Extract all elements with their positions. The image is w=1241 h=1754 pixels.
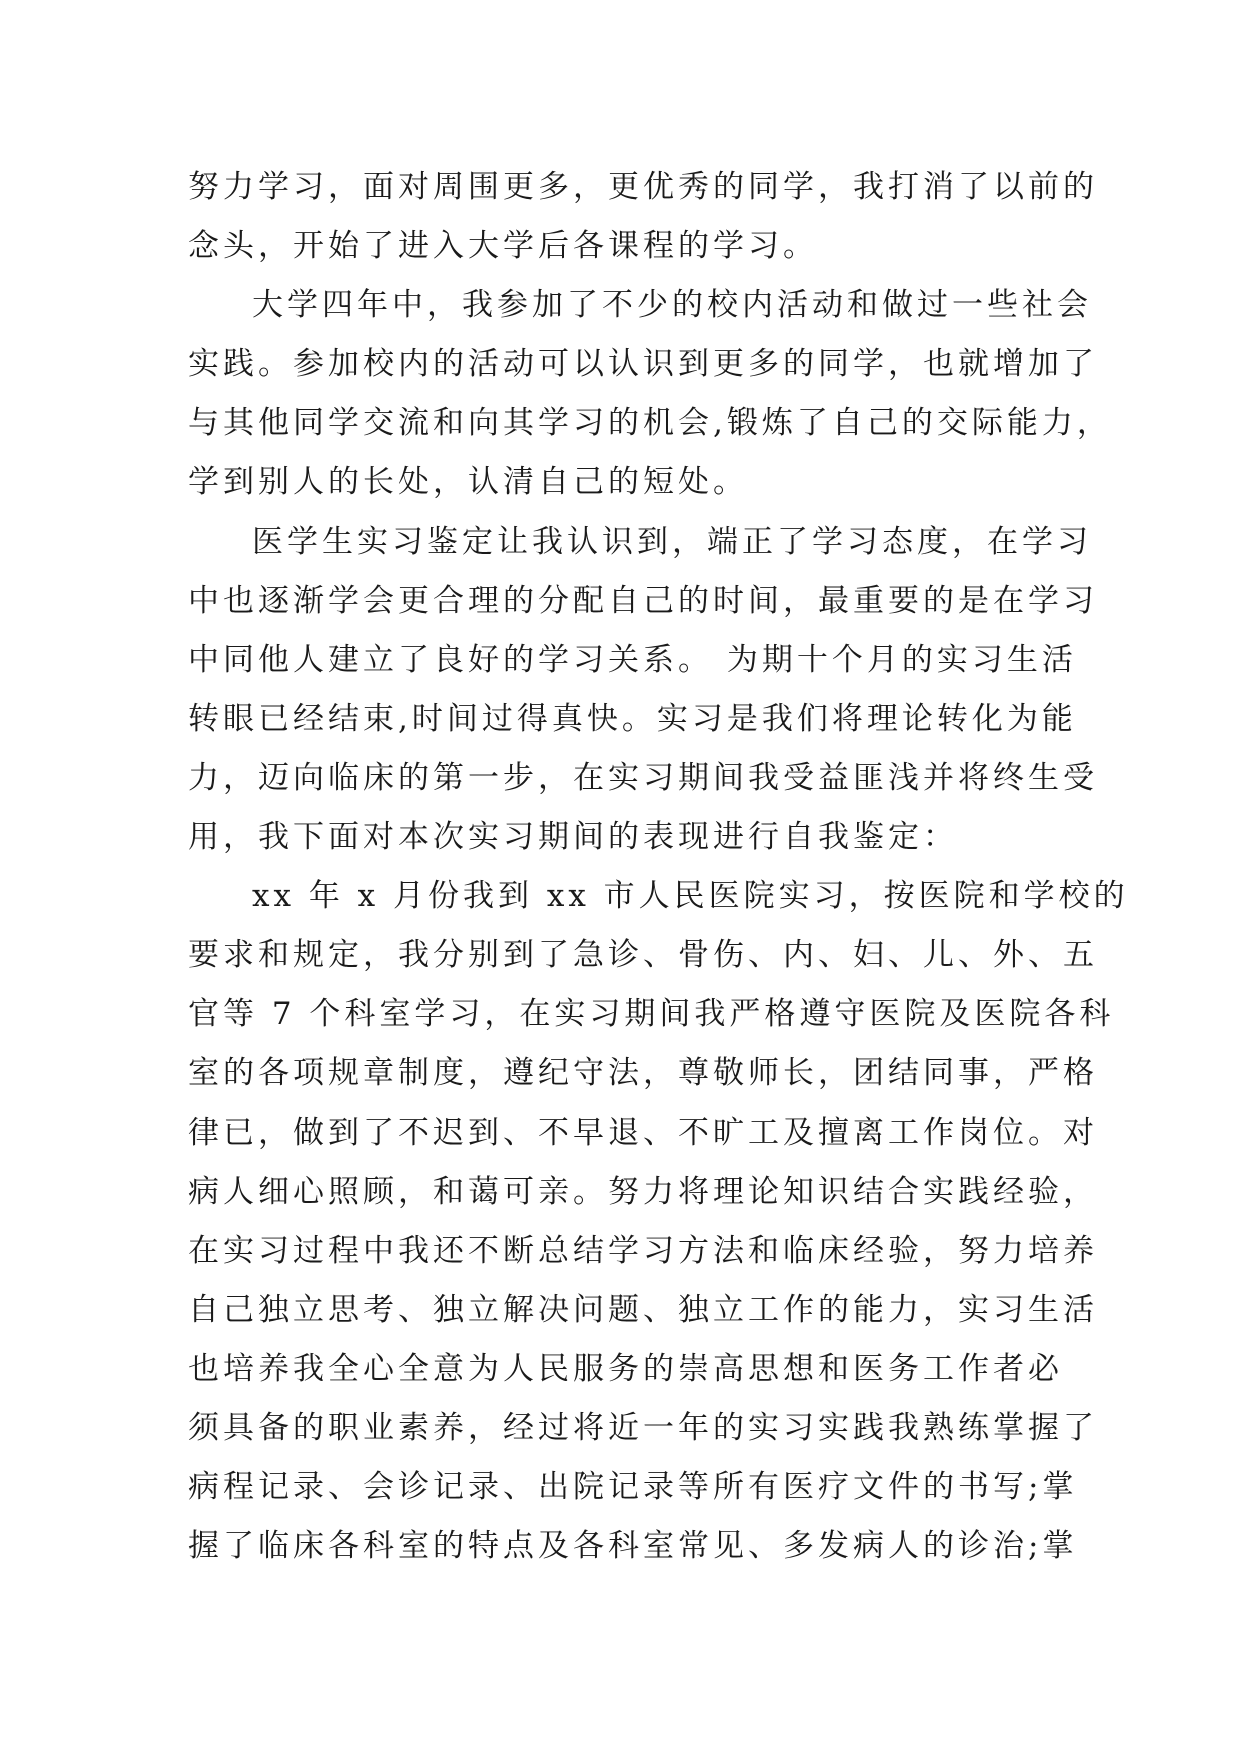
text-line: 努力学习，面对周围更多，更优秀的同学，我打消了以前的	[188, 169, 1098, 205]
text-line: 转眼已经结束,时间过得真快。实习是我们将理论转化为能	[188, 700, 1077, 737]
text-line: 念头，开始了进入大学后各课程的学习。	[188, 228, 818, 265]
text-line: 室的各项规章制度，遵纪守法，尊敬师长，团结同事，严格	[188, 1055, 1098, 1092]
paragraph-start-line: xx 年 x 月份我到 xx 市人民医院实习，按医院和学校的	[252, 878, 1129, 915]
text-line: 须具备的职业素养，经过将近一年的实习实践我熟练掌握了	[188, 1409, 1098, 1446]
text-line: 也培养我全心全意为人民服务的崇高思想和医务工作者必	[188, 1350, 1063, 1387]
text-line: 与其他同学交流和向其学习的机会,锻炼了自己的交际能力，	[188, 405, 1112, 442]
text-line: 力，迈向临床的第一步，在实习期间我受益匪浅并将终生受	[188, 759, 1098, 796]
text-line: 用，我下面对本次实习期间的表现进行自我鉴定：	[188, 819, 958, 856]
text-line: 中也逐渐学会更合理的分配自己的时间，最重要的是在学习	[188, 582, 1098, 619]
paragraph-start-line: 大学四年中，我参加了不少的校内活动和做过一些社会	[252, 287, 1092, 324]
text-line: 官等 7 个科室学习，在实习期间我严格遵守医院及医院各科	[188, 996, 1115, 1033]
text-line: 学到别人的长处，认清自己的短处。	[188, 464, 748, 501]
text-line: 握了临床各科室的特点及各科室常见、多发病人的诊治;掌	[188, 1528, 1078, 1565]
paragraph-start-line: 医学生实习鉴定让我认识到，端正了学习态度，在学习	[252, 523, 1092, 560]
document-body	[188, 158, 1129, 1576]
text-line: 中同他人建立了良好的学习关系。 为期十个月的实习生活	[188, 641, 1077, 678]
text-line: 要求和规定，我分别到了急诊、骨伤、内、妇、儿、外、五	[188, 937, 1098, 974]
text-line: 律已，做到了不迟到、不早退、不旷工及擅离工作岗位。对	[188, 1114, 1098, 1151]
text-line: 在实习过程中我还不断总结学习方法和临床经验，努力培养	[188, 1232, 1098, 1269]
text-line: 病程记录、会诊记录、出院记录等所有医疗文件的书写;掌	[188, 1469, 1078, 1506]
text-line: 病人细心照顾，和蔼可亲。努力将理论知识结合实践经验，	[188, 1173, 1098, 1210]
text-line: 自己独立思考、独立解决问题、独立工作的能力，实习生活	[188, 1291, 1098, 1328]
text-line: 实践。参加校内的活动可以认识到更多的同学，也就增加了	[188, 346, 1098, 383]
